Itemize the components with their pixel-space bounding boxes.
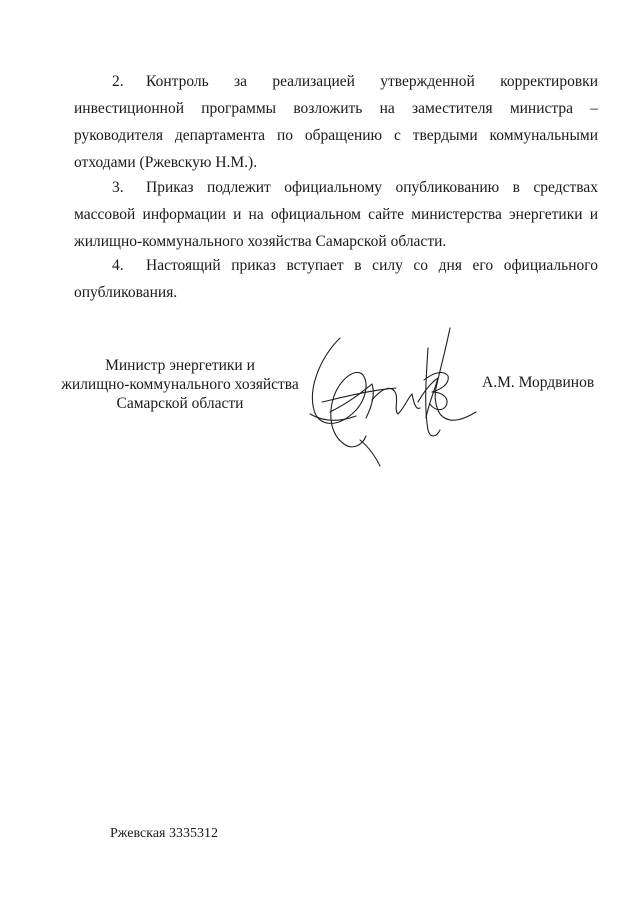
executor-note: Ржевская 3335312	[110, 826, 218, 841]
paragraph-text: Приказ подлежит официальному опубликованию в средствах массовой информации и на официальном сайте министерства энергетики и жилищно-коммунального хозяйства Самарской области.	[74, 179, 598, 250]
signatory-position	[60, 356, 300, 413]
paragraph-3	[74, 174, 598, 255]
paragraph-text: Настоящий приказ вступает в силу со дня его официального опубликования.	[74, 257, 598, 301]
paragraph-2	[74, 68, 598, 176]
position-line: Министр энергетики и	[105, 357, 255, 374]
paragraph-text: Контроль за реализацией утвержденной корректировки инвестиционной программы возложить на заместителя министра – руководителя департамента по обращению с твердыми коммунальными отходами (Ржевскую Н.М.).	[74, 73, 598, 171]
position-line: жилищно-коммунального хозяйства	[61, 376, 299, 393]
paragraph-number: 2.	[112, 73, 124, 90]
signer-name: А.М. Мордвинов	[482, 374, 595, 391]
position-line: Самарской области	[116, 395, 244, 412]
handwritten-signature	[300, 318, 480, 468]
paragraph-4	[74, 252, 598, 306]
paragraph-number: 4.	[112, 257, 124, 274]
paragraph-number: 3.	[112, 179, 124, 196]
